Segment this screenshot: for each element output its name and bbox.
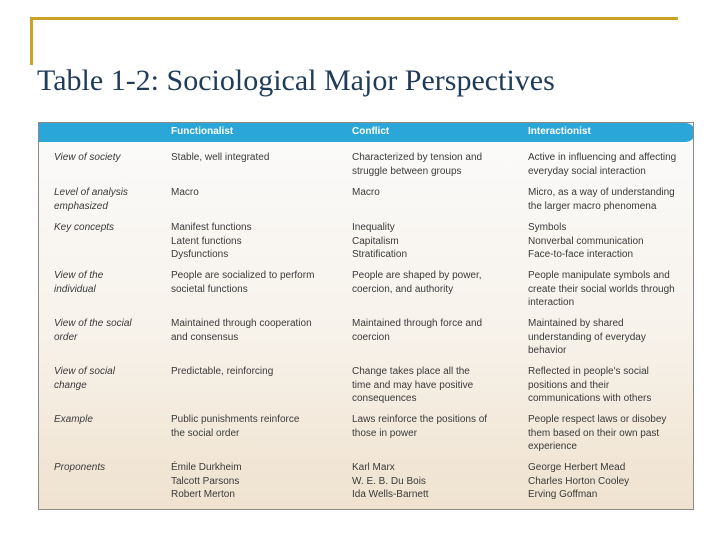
functionalist-cell: Predictable, reinforcing [171,366,274,377]
header-conflict: Conflict [352,126,390,137]
perspectives-table [38,122,694,510]
functionalist-cell: Macro [171,187,199,198]
row-label: View of the social order [54,318,132,343]
interactionist-cell: People manipulate symbols and create their social worlds through interaction [528,270,675,309]
header-functionalist: Functionalist [171,126,234,137]
interactionist-cell: Micro, as a way of understanding the larger macro phenomena [528,187,675,212]
interactionist-cell: Active in influencing and affecting everyday social interaction [528,152,677,177]
row-label: Example [54,414,93,425]
row-label: Proponents [54,462,106,473]
conflict-cell: Change takes place all the time and may have positive consequences [352,366,474,405]
interactionist-cell: George Herbert Mead Charles Horton Cooley Erving Goffman [528,462,630,501]
conflict-cell: People are shaped by power, coercion, and authority [352,270,482,295]
table-header-bar [39,123,694,142]
interactionist-cell: People respect laws or disobey them based on their own past experience [528,414,667,453]
conflict-cell: Macro [352,187,380,198]
interactionist-cell: Reflected in people's social positions and their communications with others [528,366,652,405]
functionalist-cell: Stable, well integrated [171,152,270,163]
frame-left-line [30,17,33,65]
functionalist-cell: Public punishments reinforce the social order [171,414,300,439]
functionalist-cell: Émile Durkheim Talcott Parsons Robert Merton [171,462,242,501]
functionalist-cell: Manifest functions Latent functions Dysfunctions [171,222,252,261]
frame-top-line [30,17,678,20]
conflict-cell: Laws reinforce the positions of those in power [352,414,488,439]
row-label: Level of analysis emphasized [54,187,128,212]
interactionist-cell: Symbols Nonverbal communication Face-to-face interaction [528,222,644,261]
conflict-cell: Karl Marx W. E. B. Du Bois Ida Wells-Barnett [352,462,429,501]
header-interactionist: Interactionist [528,126,591,137]
interactionist-cell: Maintained by shared understanding of everyday behavior [528,318,646,357]
row-label: Key concepts [54,222,115,233]
conflict-cell: Characterized by tension and struggle between groups [352,152,483,177]
functionalist-cell: Maintained through cooperation and consensus [171,318,312,343]
functionalist-cell: People are socialized to perform societal functions [171,270,315,295]
slide-title: Table 1-2: Sociological Major Perspectives [37,64,555,97]
row-label: View of social change [54,366,115,391]
conflict-cell: Inequality Capitalism Stratification [352,222,408,261]
conflict-cell: Maintained through force and coercion [352,318,483,343]
row-label: View of the individual [54,270,104,295]
row-label: View of society [54,152,121,163]
